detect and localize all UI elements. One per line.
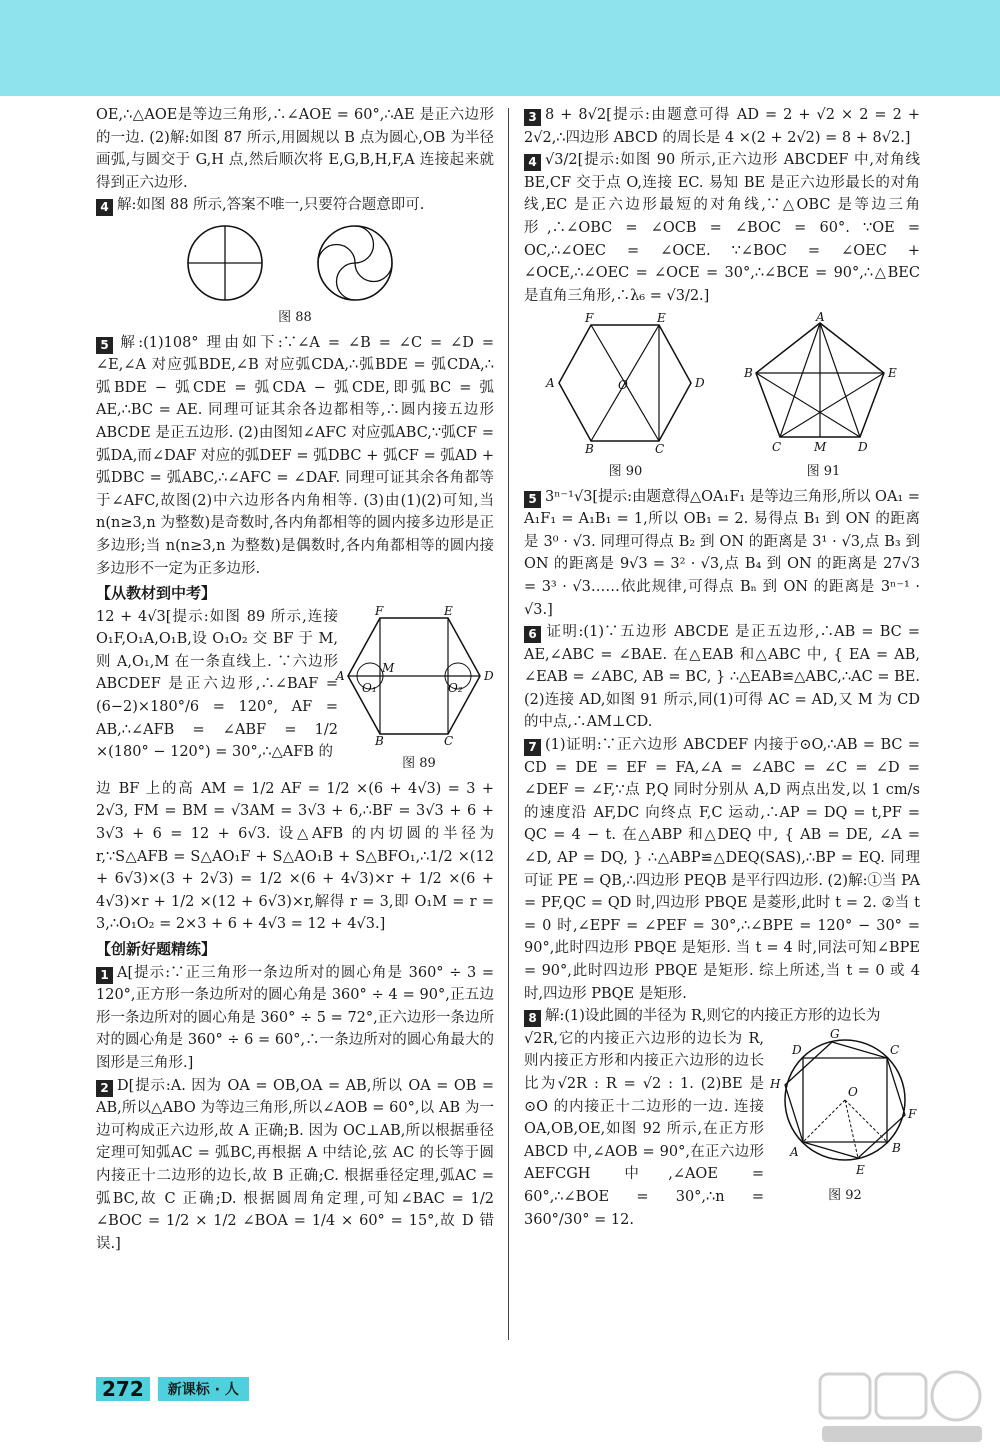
answer-4 — [96, 194, 494, 217]
answer-text: 解:如图 88 所示,答案不唯一,只要符合题意即可. — [117, 197, 425, 214]
figure-row — [524, 310, 920, 485]
answer-text: 解:(1)设此圆的半径为 R,则它的内接正方形的边长为 — [545, 1008, 881, 1025]
answer-c4 — [524, 149, 920, 307]
left-column — [96, 104, 494, 1255]
answer-c1 — [96, 962, 494, 1075]
column-divider — [508, 108, 509, 1340]
figure-caption: 图 90 — [608, 463, 643, 479]
answer-c5 — [524, 486, 920, 622]
svg-text:A: A — [545, 376, 555, 391]
svg-text:B: B — [375, 733, 384, 748]
svg-text:O₂: O₂ — [448, 680, 463, 695]
question-number: 5 — [524, 491, 541, 508]
figure-90-cell — [541, 313, 711, 485]
figure-89 — [336, 603, 494, 748]
question-number: 3 — [524, 109, 541, 126]
svg-text:B: B — [743, 366, 753, 381]
paragraph: OE,∴△AOE是等边三角形,∴∠AOE = 60°,∴AE 是正六边形的一边. (2)解:如图 87 所示,用圆规以 B 点为圆心,OB 为半径画弧,与圆交于 G,H 点,然后顺次将 E,G,B,H,F,A 连接起来就得到正六边形. — [96, 107, 494, 191]
wrapped-block — [96, 603, 494, 778]
answer-text: √3/2[提示:如图 90 所示,正六边形 ABCDEF 中,对角线 BE,CF 交于点 O,连接 EC. 易知 BE 是正六边形最长的对角线,EC 是正六边形最短的对角线,∵△OBC 是等边三角形,∴∠OBC = ∠OCB = ∠BOC = 60°. ∵OE = OC,∴∠OEC = ∠OCE. ∵∠BOC = ∠OEC + ∠OCE,∴∠OEC = ∠OCE = 30°,∴∠BCE = 90°,∴△BEC 是直角三角形,∴λ₆ = √3/2.] — [524, 152, 920, 304]
svg-text:A: A — [336, 668, 345, 683]
figure-caption: 图 88 — [278, 309, 312, 325]
right-column — [524, 104, 920, 1231]
section-heading: 【创新好题精练】 — [96, 940, 217, 959]
svg-text:B: B — [892, 1140, 901, 1155]
question-number: 8 — [524, 1010, 541, 1027]
figure-caption: 图 91 — [806, 463, 841, 479]
svg-text:C: C — [890, 1042, 900, 1057]
svg-text:A: A — [790, 1144, 799, 1159]
svg-text:E: E — [856, 1162, 865, 1177]
paragraph: 边 BF 上的高 AM = 1/2 AF = 1/2 ×(6 + 4√3) = 3 + 2√3, FM = BM = √3AM = 3√3 + 6,∴BF = 3√3 + 6 + 3√3 + 6 = 12 + 6√3. 设△AFB 的内切圆的半径为 r,∵S△AFB = S△AO₁F + S△AO₁B + S△BFO₁,∴1/2 ×(12 + 6√3)×(3 + 2√3) = 1/2 ×(6 + 4√3)×r + 1/2 ×(6 + 4√3)×r + 1/2 ×(12 + 6√3)×r,解得 r = 3,即 O₁M = r = 3,∴O₁O₂ = 2×3 + 6 + 4√3 = 12 + 4√3.] — [96, 780, 494, 933]
figure-88 — [165, 221, 425, 307]
answer-c3 — [524, 104, 920, 149]
answer-text: A[提示:∵正三角形一条边所对的圆心角是 360° ÷ 3 = 120°,正方形一条边所对的圆心角是 360° ÷ 4 = 90°,正五边形一条边所对的圆心角是 360° ÷ 5 = 72°,正六边形一条边所对的圆心角是 360° ÷ 6 = 60°,∴一条边所对的圆心角最大的图形是三角形.] — [96, 964, 494, 1071]
figure-caption: 图 92 — [828, 1188, 862, 1204]
svg-text:M: M — [382, 660, 395, 675]
svg-text:F: F — [584, 311, 593, 326]
figure-91-cell — [743, 310, 904, 485]
svg-text:O: O — [848, 1084, 858, 1099]
answer-c8 — [524, 1005, 920, 1028]
answer-c6 — [524, 621, 920, 734]
answer-text: 8 + 8√2[提示:由题意可得 AD = 2 + √2 × 2 = 2 + 2√2,∴四边形 ABCD 的周长是 4 ×(2 + 2√2) = 8 + 8√2.] — [524, 107, 920, 146]
figure-92 — [770, 1028, 920, 1178]
section-heading: 【从教材到中考】 — [96, 584, 217, 603]
question-number: 5 — [96, 337, 113, 354]
answer-text: 3ⁿ⁻¹√3[提示:由题意得△OA₁F₁ 是等边三角形,所以 OA₁ = A₁F₁ = A₁B₁ = 1,所以 OB₁ = 2. 易得点 B₁ 到 ON 的距离是 3⁰ · √3. 同理可得点 B₂ 到 ON 的距离是 3¹ · √3,点 B₃ 到 ON 的距离是 9√3 = 3² · √3,点 B₄ 到 ON 的距离是 27√3 = 3³ · √3……依此规律,可得点 Bₙ 到 ON 的距离是 3ⁿ⁻¹ · √3.] — [524, 488, 920, 618]
svg-text:B: B — [584, 442, 594, 457]
svg-text:E: E — [656, 311, 666, 326]
svg-text:M: M — [813, 440, 826, 455]
page-footer — [96, 1374, 249, 1404]
figure-92-wrap — [770, 1028, 920, 1231]
header-band — [0, 0, 1000, 96]
svg-text:H: H — [770, 1076, 781, 1091]
svg-text:G: G — [830, 1026, 840, 1041]
question-number: 2 — [96, 1080, 113, 1097]
question-number: 4 — [524, 154, 541, 171]
figure-91 — [743, 310, 904, 455]
svg-text:O: O — [617, 378, 628, 393]
answer-5 — [96, 332, 494, 581]
svg-text:A: A — [815, 310, 825, 325]
question-number: 1 — [96, 967, 113, 984]
figure-89-wrap — [336, 603, 494, 778]
svg-text:E: E — [444, 603, 453, 618]
paragraph: √2R,它的内接正六边形的边长为 R,则内接正方形和内接正六边形的边长比为√2R : R = √2 : 1. (2)BE 是⊙O 的内接正十二边形的一边. 连接 OA,OB,OE,如图 92 所示,在正方形 ABCD 中,∠AOB = 90°,在正六边形 AEFCGH 中,∠AOE = 60°,∴∠BOE = 30°,∴n = 360°/30° = 12. — [524, 1030, 764, 1228]
svg-text:D: D — [694, 376, 705, 391]
svg-text:C: C — [654, 442, 664, 457]
svg-text:C: C — [444, 733, 454, 748]
page-number: 272 — [96, 1377, 150, 1401]
svg-text:D: D — [857, 440, 868, 455]
figure-90 — [541, 311, 711, 457]
answer-text: 证明:(1)∵五边形 ABCDE 是正五边形,∴AB = BC = AE,∠ABC = ∠BAE. 在△EAB 和△ABC 中, { EA = AB, ∠EAB = ∠ABC, AB = BC, } ∴△EAB≌△ABC,∴AC = BE. (2)连接 AD,如图 91 所示,同(1)可得 AC = AD,又 M 为 CD 的中点,∴AM⊥CD. — [524, 624, 920, 731]
svg-text:F: F — [375, 603, 384, 618]
answer-text: D[提示:A. 因为 OA = OB,OA = AB,所以 OA = OB = AB,所以△ABO 为等边三角形,所以∠AOB = 60°,以 AB 为一边可构成正六边形,故 A 正确;B. 因为 OC⊥AB,所以根据垂径定理可知弧AC = 弧BC,再根据 A 中结论,弦 AC 的长等于圆内接正十二边形的边长,故 B 正确;C. 根据垂径定理,弧AC = 弧BC,故 C 正确;D. 根据圆周角定理,可知∠BAC = 1/2 ∠BOC = 1/2 × 1/2 ∠BOA = 1/4 × 60° = 15°,故 D 错误.] — [96, 1077, 494, 1252]
question-number: 6 — [524, 626, 541, 643]
question-number: 4 — [96, 199, 113, 216]
question-number: 7 — [524, 739, 541, 756]
footer-label: 新课标 · 人 — [158, 1377, 249, 1401]
svg-text:C: C — [771, 440, 781, 455]
paragraph: 12 + 4√3[提示:如图 89 所示,连接 O₁F,O₁A,O₁B,设 O₁O₂ 交 BF 于 M,则 A,O₁,M 在一条直线上. ∵六边形 ABCDEF 是正六边形,∴∠BAF = (6−2)×180°/6 = 120°, AF = AB,∴∠AFB = ∠ABF = 1/2 ×(180° − 120°) = 30°,∴△AFB 的 — [96, 608, 338, 761]
svg-text:E: E — [887, 366, 897, 381]
circle-swirl-figure — [318, 226, 392, 300]
answer-text: 解:(1)108° 理由如下:∵∠A = ∠B = ∠C = ∠D = ∠E,∠A 对应弧BDE,∠B 对应弧CDA,∴弧BDE = 弧CDA,∴弧BDE − 弧CDE = 弧CDA − 弧CDE,即弧BC = 弧AE,∴BC = AE. 同理可证其余各边都相等,∴圆内接五边形 ABCDE 是正五边形. (2)由图知∠AFC 对应弧ABC,∵弧CF = 弧DA,而∠DAF 对应的弧DEF = 弧DBC + 弧CF = 弧AD + 弧DBC = 弧ABC,∴∠AFC = ∠DAF. 同理可证其余各角都等于∠AFC,故图(2)中六边形各内角相等. (3)由(1)(2)可知,当 n(n≥3,n 为整数)是奇数时,各内角都相等的圆内接多边形是正多边形;当 n(n≥3,n 为整数)是偶数时,各内角都相等的圆内接多边形不一定为正多边形. — [96, 334, 494, 577]
svg-text:D: D — [484, 668, 494, 683]
svg-text:D: D — [792, 1042, 802, 1057]
svg-text:F: F — [908, 1106, 917, 1121]
answer-c2 — [96, 1075, 494, 1256]
circle-cross-figure — [188, 226, 262, 300]
answer-c7 — [524, 734, 920, 1005]
wrapped-block — [524, 1028, 920, 1231]
figure-caption: 图 89 — [402, 756, 436, 772]
svg-text:O₁: O₁ — [362, 680, 377, 695]
watermark-logo — [816, 1368, 986, 1448]
answer-text: (1)证明:∵正六边形 ABCDEF 内接于⊙O,∴AB = BC = CD = DE = EF = FA,∠A = ∠ABC = ∠C = ∠D = ∠DEF = ∠F,∵点 P,Q 同时分别从 A,D 两点出发,以 1 cm/s 的速度沿 AF,DC 向终点 F,C 运动,∴AP = DQ = t,PF = QC = 4 − t. 在△ABP 和△DEQ 中, { AB = DE, ∠A = ∠D, AP = DQ, } ∴△ABP≌△DEQ(SAS),∴BP = EQ. 同理可证 PE = QB,∴四边形 PEQB 是平行四边形. (2)解:①当 PA = PF,QC = QD 时,四边形 PBQE 是菱形,此时 t = 2. ②当 t = 0 时,∠EPF = ∠PEF = 30°,∴∠BPE = 120° − 30° = 90°,此时四边形 PBQE 是矩形. 当 t = 4 时,同法可知∠BPE = 90°,此时四边形 PBQE 是矩形. 综上所述,当 t = 0 或 4 时,四边形 PBQE 是矩形. — [524, 737, 920, 1002]
